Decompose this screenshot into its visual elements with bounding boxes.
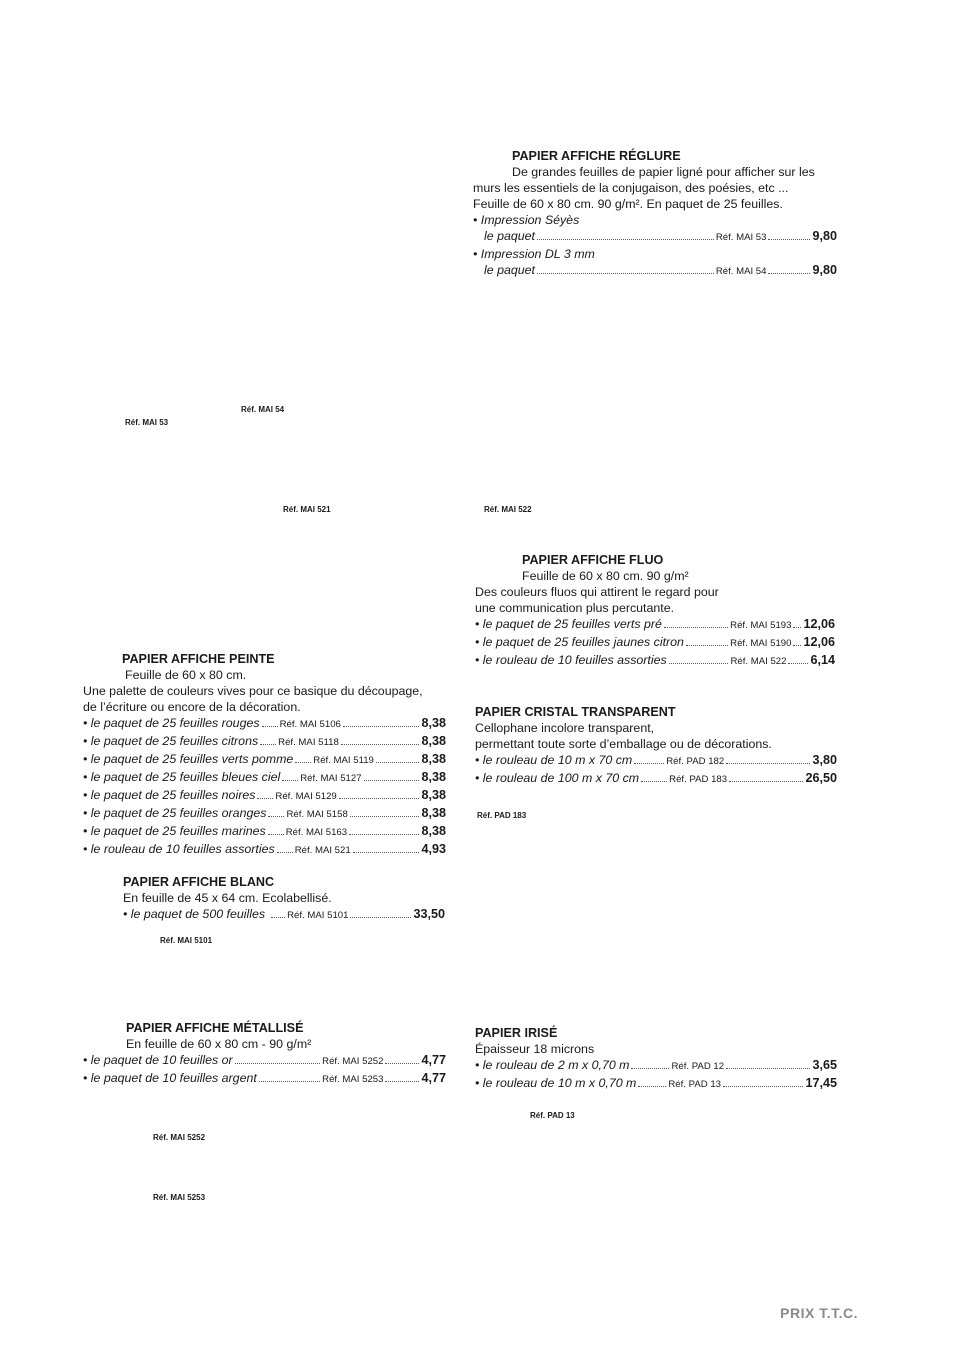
cristal-item-row [475,770,837,788]
dot-leader [788,663,808,664]
fluo-desc: une communication plus percutante. [475,601,675,615]
image-ref-tag: Réf. MAI 5253 [153,1193,206,1202]
dot-leader [235,1063,320,1064]
item-label: • le paquet de 25 feuilles verts pomme [83,752,294,766]
dot-leader [353,852,420,853]
reglure-section [473,148,837,280]
item-ref: Réf. MAI 5193 [730,620,792,631]
dot-leader [385,1081,419,1082]
dot-leader [686,645,728,646]
fluo-section [475,552,835,670]
metallise-section [83,1020,446,1088]
item-label: • le rouleau de 100 m x 70 cm [475,771,640,785]
peinte-items [83,715,446,859]
dot-leader [339,798,420,799]
item-price: 9,80 [812,229,837,243]
blanc-title: PAPIER AFFICHE BLANC [123,875,275,889]
metallise-item-row [83,1070,446,1088]
item-ref: Réf. MAI 5158 [286,809,348,820]
item-ref: Réf. MAI 53 [715,232,767,243]
dot-leader [631,1068,669,1069]
item-ref: Réf. MAI 5127 [300,773,362,784]
metallise-item-row [83,1052,446,1070]
dot-leader [343,726,420,727]
item-ref: Réf. MAI 5101 [287,910,349,921]
dot-leader [259,1081,320,1082]
item-price: 8,38 [421,824,446,838]
item-label: • le paquet de 25 feuilles noires [83,788,256,802]
item-price: 3,65 [812,1058,837,1072]
irise-title: PAPIER IRISÉ [475,1026,558,1040]
peinte-item-row [83,805,446,823]
dot-leader [271,917,285,918]
item-price: 8,38 [421,806,446,820]
reglure-item-row [473,262,837,280]
item-price: 8,38 [421,752,446,766]
fluo-desc: Des couleurs fluos qui attirent le regard pour [475,585,719,599]
metallise-title: PAPIER AFFICHE MÉTALLISÉ [126,1021,304,1035]
peinte-item-row [83,733,446,751]
item-ref: Réf. MAI 5253 [322,1074,384,1085]
dot-leader [364,780,420,781]
blanc-item-row [123,906,445,924]
fluo-item-row [475,652,835,670]
item-ref: Réf. MAI 54 [715,266,767,277]
item-label: • le paquet de 10 feuilles argent [83,1071,257,1085]
item-ref: Réf. PAD 13 [668,1079,721,1090]
item-ref: Réf. MAI 5163 [285,827,348,838]
peinte-desc: de l’écriture ou encore de la décoration. [83,700,301,714]
dot-leader [277,852,293,853]
cristal-desc: Cellophane incolore transparent, [475,721,655,735]
dot-leader [664,627,728,628]
item-ref: Réf. MAI 5106 [279,719,341,730]
dot-leader [260,744,276,745]
image-ref-tag: Réf. MAI 522 [484,505,532,514]
reglure-desc: Feuille de 60 x 80 cm. 90 g/m². En paquet de 25 feuilles. [473,197,783,211]
dot-leader [634,763,664,764]
item-label: • le rouleau de 10 feuilles assorties [83,842,275,856]
peinte-title: PAPIER AFFICHE PEINTE [122,652,275,666]
dot-leader [295,762,311,763]
item-price: 12,06 [803,635,835,649]
reglure-item-row [473,228,837,246]
item-label: • le paquet de 25 feuilles verts pré [475,617,662,631]
dot-leader [729,781,803,782]
item-price: 33,50 [413,907,445,921]
item-label: • le rouleau de 10 feuilles assorties [475,653,667,667]
item-label: • le paquet de 500 feuilles [123,907,266,921]
dot-leader [341,744,420,745]
reglure-title: PAPIER AFFICHE RÉGLURE [512,149,681,163]
cristal-desc: permettant toute sorte d’emballage ou de décorations. [475,737,772,751]
dot-leader [385,1063,419,1064]
item-price: 4,77 [421,1071,446,1085]
image-ref-tag: Réf. MAI 5252 [153,1133,206,1142]
item-price: 26,50 [805,771,837,785]
peinte-desc: Feuille de 60 x 80 cm. [125,668,247,682]
peinte-desc: Une palette de couleurs vives pour ce basique du découpage, [83,684,423,698]
item-price: 6,14 [810,653,835,667]
item-label: • le paquet de 10 feuilles or [83,1053,233,1067]
item-price: 17,45 [805,1076,837,1090]
cristal-section [475,704,837,788]
image-ref-tag: Réf. MAI 53 [125,418,169,427]
dot-leader [376,762,420,763]
dot-leader [641,781,667,782]
peinte-item-row [83,769,446,787]
item-price: 8,38 [421,716,446,730]
item-price: 4,93 [421,842,446,856]
item-ref: Réf. MAI 5190 [730,638,792,649]
item-ref: Réf. PAD 183 [669,774,728,785]
item-ref: Réf. MAI 521 [294,845,351,856]
item-ref: Réf. MAI 522 [730,656,787,667]
dot-leader [537,239,714,240]
item-label: • le paquet de 25 feuilles rouges [83,716,260,730]
image-ref-tag: Réf. PAD 183 [477,811,527,820]
dot-leader [768,273,810,274]
fluo-title: PAPIER AFFICHE FLUO [522,553,664,567]
dot-leader [793,645,801,646]
irise-desc: Épaisseur 18 microns [475,1042,595,1056]
image-ref-tag: Réf. MAI 5101 [160,936,213,945]
dot-leader [726,763,810,764]
peinte-item-row [83,787,446,805]
reglure-desc: De grandes feuilles de papier ligné pour afficher sur les [512,165,815,179]
item-label: • le paquet de 25 feuilles oranges [83,806,267,820]
peinte-item-row [83,841,446,859]
image-ref-tag: Réf. MAI 54 [241,405,285,414]
dot-leader [537,273,714,274]
dot-leader [793,627,801,628]
fluo-item-row [475,616,835,634]
item-price: 4,77 [421,1053,446,1067]
item-ref: Réf. MAI 5118 [278,737,339,748]
item-price: 3,80 [812,753,837,767]
item-ref: Réf. MAI 5129 [275,791,337,802]
dot-leader [350,816,420,817]
item-price: 8,38 [421,734,446,748]
fluo-item-row [475,634,835,652]
item-price: 12,06 [803,617,835,631]
item-label: • le rouleau de 2 m x 0,70 m [475,1058,630,1072]
peinte-item-row [83,823,446,841]
dot-leader [768,239,810,240]
item-label: • le rouleau de 10 m x 0,70 m [475,1076,637,1090]
item-label: • le paquet de 25 feuilles citrons [83,734,259,748]
reglure-desc: murs les essentiels de la conjugaison, des poésies, etc ... [473,181,789,195]
dot-leader [268,816,284,817]
peinte-section [83,651,446,859]
image-ref-tag: Réf. MAI 521 [283,505,331,514]
item-price: 8,38 [421,770,446,784]
cristal-item-row [475,752,837,770]
item-price: 9,80 [812,263,837,277]
dot-leader [723,1086,803,1087]
cristal-title: PAPIER CRISTAL TRANSPARENT [475,705,676,719]
blanc-section [123,874,445,924]
dot-leader [669,663,729,664]
dot-leader [257,798,273,799]
dot-leader [262,726,278,727]
item-label: • le paquet de 25 feuilles jaunes citron [475,635,684,649]
dot-leader [638,1086,666,1087]
irise-item-row [475,1075,837,1093]
item-label: • le paquet de 25 feuilles marines [83,824,266,838]
item-ref: Réf. PAD 182 [666,756,725,767]
blanc-desc: En feuille de 45 x 64 cm. Ecolabellisé. [123,891,332,905]
reglure-sub: • Impression DL 3 mm [473,247,595,261]
item-ref: Réf. MAI 5252 [322,1056,384,1067]
item-label: le paquet [484,229,535,243]
item-label: le paquet [484,263,535,277]
peinte-item-row [83,751,446,769]
item-ref: Réf. MAI 5119 [313,755,374,766]
dot-leader [726,1068,810,1069]
dot-leader [350,917,411,918]
metallise-desc: En feuille de 60 x 80 cm - 90 g/m² [126,1037,312,1051]
dot-leader [282,780,298,781]
item-label: • le paquet de 25 feuilles bleues ciel [83,770,281,784]
peinte-item-row [83,715,446,733]
price-footer: PRIX T.T.C. [780,1305,858,1321]
item-price: 8,38 [421,788,446,802]
fluo-desc: Feuille de 60 x 80 cm. 90 g/m² [522,569,689,583]
reglure-sub: • Impression Séyès [473,213,580,227]
item-ref: Réf. PAD 12 [671,1061,725,1072]
irise-item-row [475,1057,837,1075]
dot-leader [268,834,284,835]
item-label: • le rouleau de 10 m x 70 cm [475,753,633,767]
irise-section [475,1025,837,1093]
dot-leader [349,834,419,835]
image-ref-tag: Réf. PAD 13 [530,1111,575,1120]
